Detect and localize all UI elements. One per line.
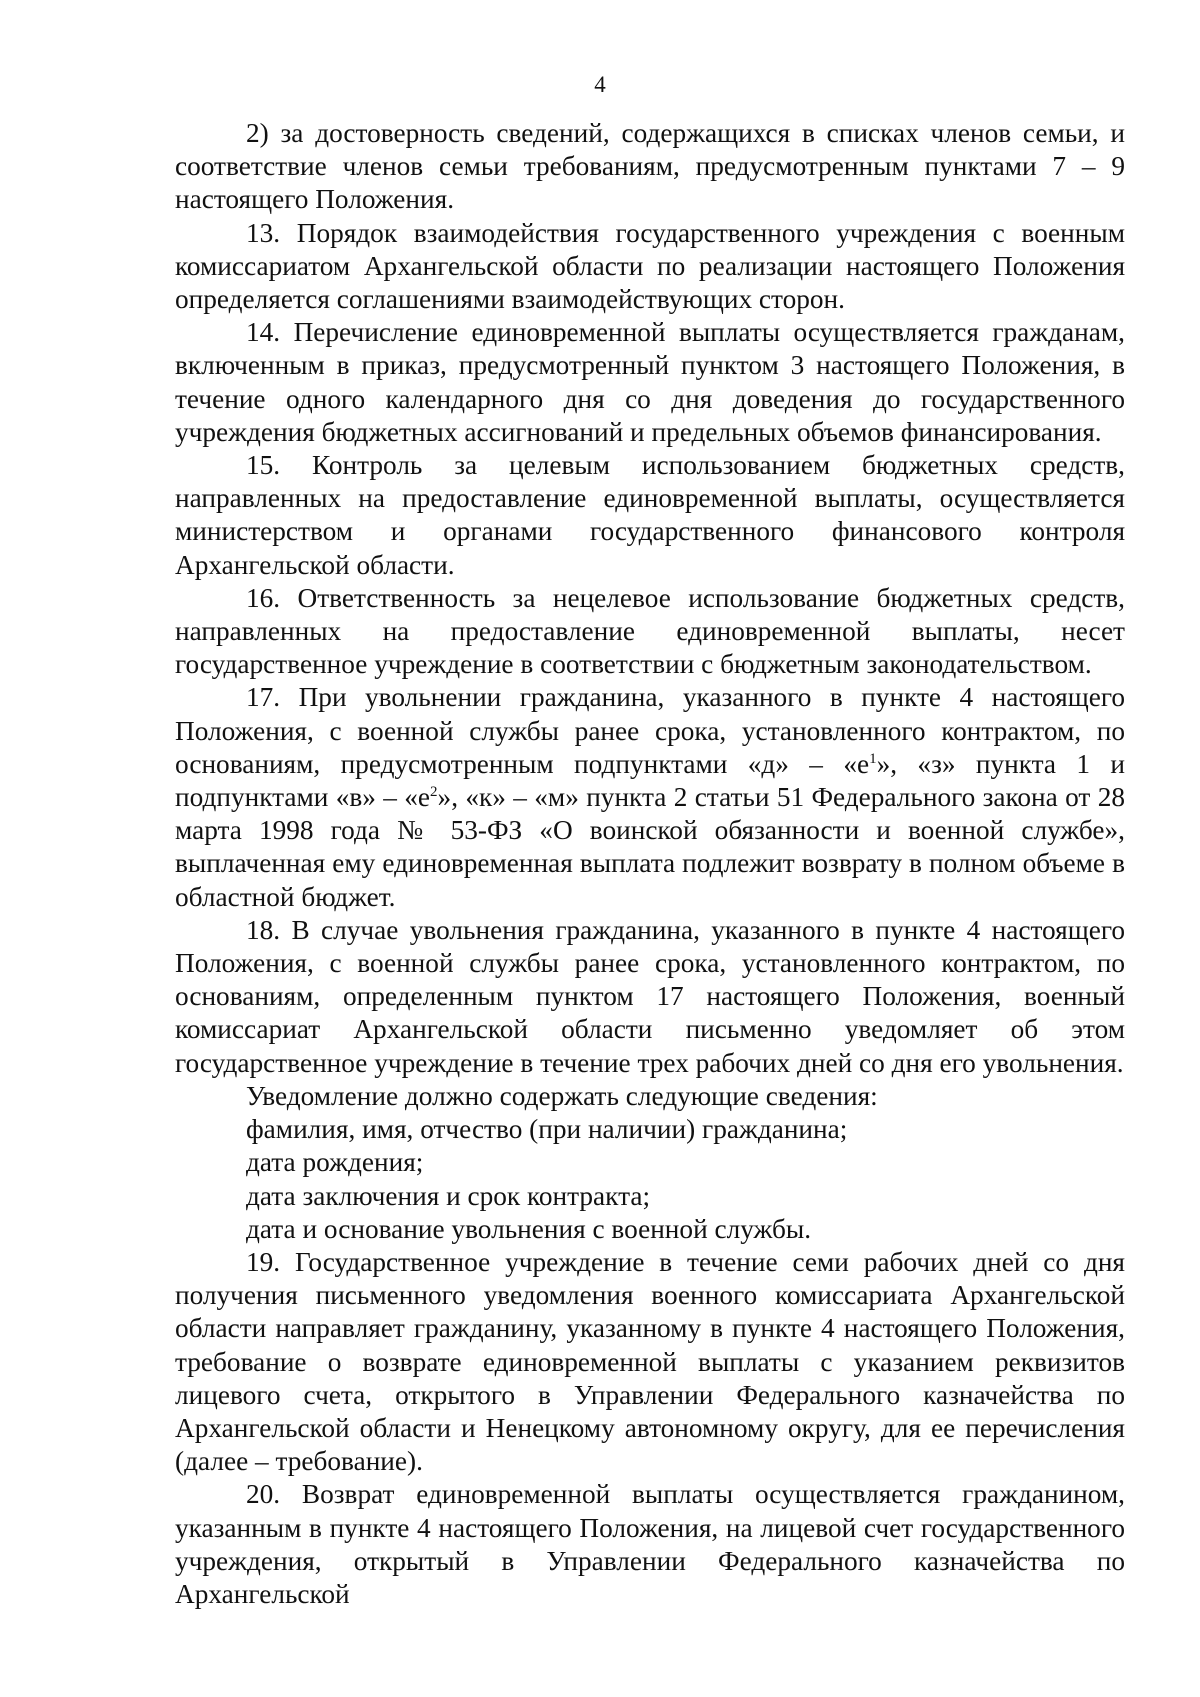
page-number: 4	[594, 72, 606, 97]
notification-item-dismissal: дата и основание увольнения с военной службы.	[246, 1213, 812, 1244]
paragraph-13: 13. Порядок взаимодействия государственного учреждения с военным комиссариатом Архангельской области по реализации настоящего Положения определяется соглашениями взаимодействующих сторон.	[175, 217, 1125, 315]
paragraph-19: 19. Государственное учреждение в течение семи рабочих дней со дня получения письменного уведомления военного комиссариата Архангельской области направляет гражданину, указанному в пункте 4 настоящего Положения, требование о возврате единовременной выплаты с указанием реквизитов лицевого счета, открытого в Управлении Федерального казначейства по Архангельской области и Ненецкому автономному округу, для ее перечисления (далее – требование).	[175, 1246, 1125, 1477]
paragraph-20: 20. Возврат единовременной выплаты осуществляется гражданином, указанным в пункте 4 настоящего Положения, на лицевой счет государственного учреждения, открытый в Управлении Федерального казначейства по Архангельской	[175, 1479, 1125, 1609]
superscript-1: 1	[869, 750, 877, 767]
paragraph-17	[175, 681, 1125, 913]
notification-item-name: фамилия, имя, отчество (при наличии) гражданина;	[246, 1114, 848, 1145]
paragraph-16: 16. Ответственность за нецелевое использование бюджетных средств, направленных на предоставление единовременной выплаты, несет государственное учреждение в соответствии с бюджетным законодательством.	[175, 582, 1125, 680]
notification-intro: Уведомление должно содержать следующие сведения:	[246, 1080, 878, 1111]
paragraph-12-2: 2) за достоверность сведений, содержащихся в списках членов семьи, и соответствие членов семьи требованиям, предусмотренным пунктами 7 – 9 настоящего Положения.	[175, 118, 1125, 215]
paragraph-17-text-3: », «к» – «м» пункта 2 статьи 51 Федерального закона от 28 марта 1998 года № 53-ФЗ «О воинской обязанности и военной службе», выплаченная ему единовременная выплата подлежит возврату в полном объеме в областной бюджет.	[175, 782, 1125, 912]
paragraph-17-text-1: 17. При увольнении гражданина, указанного в пункте 4 настоящего Положения, с военной службы ранее срока, установленного контрактом, по основаниям, предусмотренным подпунктами «д» – «е	[175, 682, 1125, 779]
document-body	[175, 117, 1125, 1611]
paragraph-15: 15. Контроль за целевым использованием бюджетных средств, направленных на предоставление единовременной выплаты, осуществляется министерством и органами государственного финансового контроля Архангельской области.	[175, 450, 1125, 580]
notification-item-contract: дата заключения и срок контракта;	[246, 1180, 651, 1211]
paragraph-18: 18. В случае увольнения гражданина, указанного в пункте 4 настоящего Положения, с военной службы ранее срока, установленного контрактом, по основаниям, определенным пунктом 17 настоящего Положения, военный комиссариат Архангельской области письменно уведомляет об этом государственное учреждение в течение трех рабочих дней со дня его увольнения.	[175, 914, 1125, 1078]
notification-item-birthdate: дата рождения;	[246, 1147, 424, 1178]
superscript-2: 2	[430, 783, 438, 800]
paragraph-14: 14. Перечисление единовременной выплаты осуществляется гражданам, включенным в приказ, предусмотренный пунктом 3 настоящего Положения, в течение одного календарного дня со дня доведения до государственного учреждения бюджетных ассигнований и предельных объемов финансирования.	[175, 317, 1125, 447]
paragraph-17-text-2: », «з» пункта 1 и подпунктами «в» – «е	[175, 748, 1125, 813]
